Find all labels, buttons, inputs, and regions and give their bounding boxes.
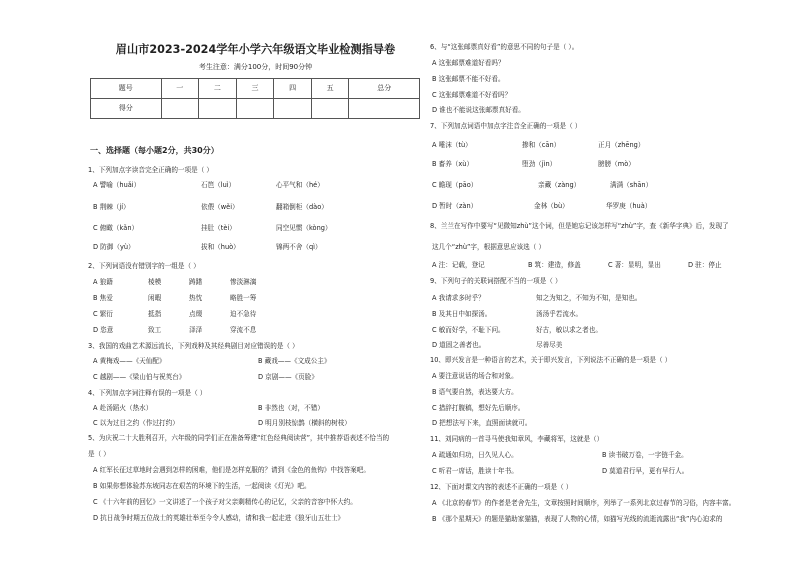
q4-option: B 非然也（对，不错）: [258, 404, 324, 412]
q2-option: 略胜一筹: [230, 294, 257, 302]
exam-notice: 考生注意：满分100分，时间90分钟: [198, 63, 313, 71]
q7-option: 华罗庚（huà）: [606, 202, 652, 210]
q11-option: D 莫道君行早，更有早行人。: [602, 467, 689, 475]
q1-option: A 譬喻（huǎi）: [93, 181, 141, 189]
score-table-score-row: [91, 99, 420, 119]
q7-option: 亲藏（zàng）: [538, 181, 581, 189]
q1-option: 依偎（wěi）: [201, 203, 239, 211]
q5-option: D 抗日战争时期五位战士的英雄壮举至今令人感动，请和我一起走进《狼牙山五壮士》: [93, 514, 345, 522]
q2-option: 热忱: [189, 294, 203, 302]
q2-option: 踌躇: [189, 278, 203, 286]
q9-option: C 敏而好学，不耻下问。: [432, 326, 505, 334]
q7-option: B 畜养（xù）: [432, 160, 474, 168]
q8-option: D 驻：停止: [688, 261, 722, 269]
q10-option: A 要注意说话的场合和对象。: [432, 372, 518, 380]
question-11-stem: 11、刘同病的一首寻马使我知章风，李藏将军，这就是（）: [430, 435, 604, 443]
q7-option: C 瞻现（pāo）: [432, 181, 478, 189]
score-header-cell: 题号: [91, 79, 162, 99]
q8-option: B 筑：建造，修盖: [528, 261, 581, 269]
q2-option: 泽泽: [189, 326, 203, 334]
q1-option: 心平气和（hé）: [276, 181, 324, 189]
right-column: [430, 0, 765, 562]
question-3-stem: 3、我国的戏曲艺术源远流长，下列戏种及其经典剧目对应错误的是（ ）: [88, 342, 299, 350]
q2-option: 点缀: [189, 310, 203, 318]
score-table: [90, 78, 420, 119]
question-10-stem: 10、即兴发言是一种语言的艺术，关于即兴发言，下列说法不正确的是一项是（ ）: [430, 356, 672, 364]
score-cell[interactable]: [274, 99, 312, 119]
score-header-cell: 五: [311, 79, 349, 99]
q4-option: A 赴汤蹈火（热水）: [93, 404, 153, 412]
q2-option: 致工: [148, 326, 162, 334]
q6-option: C 这张邮票难道不好看吗？: [432, 91, 512, 99]
left-column: [88, 0, 423, 562]
q3-option: B 藏戏——《文成公主》: [258, 357, 331, 365]
score-row-label: 得分: [91, 99, 162, 119]
q4-option: D 明月别枝惊鹊（横斜的树枝）: [258, 419, 351, 427]
q9-option: B 及其日中如探汤。: [432, 310, 492, 318]
question-4-stem: 4、下列加点字词注释有误的一项是（ ）: [88, 389, 207, 397]
q4-option: C 以为过目之约（作过打约）: [93, 419, 179, 427]
q5-option: A 红军长征过草地时会遇到怎样的困难，他们是怎样克服的？请到《金色的鱼钩》中找答案吧。: [93, 466, 370, 474]
q2-option: 棱模: [148, 278, 162, 286]
q9-option: 好古，敏以求之者也。: [536, 326, 602, 334]
q9-option: 知之为知之，不知为不知，是知也。: [536, 294, 642, 302]
score-header-cell: 总分: [349, 79, 420, 99]
score-header-cell: 三: [236, 79, 274, 99]
q1-option: 翻箱倒柜（dào）: [276, 203, 328, 211]
q2-option: 闲暇: [148, 294, 162, 302]
q6-option: B 这张邮票不能不好看。: [432, 75, 505, 83]
question-8-stem: 8、兰兰在写作中要写“见微知zhù”这个词，但是她忘记该怎样写“zhù”字，查《新华字典》后，发现了: [430, 222, 729, 230]
score-cell[interactable]: [236, 99, 274, 119]
q7-option: 正月（zhēng）: [598, 141, 645, 149]
score-cell[interactable]: [311, 99, 349, 119]
q2-option: 抵指: [148, 310, 162, 318]
q7-option: 掺和（cān）: [522, 141, 561, 149]
q7-option: 堕劲（jìn）: [522, 160, 557, 168]
question-2-stem: 2、下列词语没有错别字的一组是（ ）: [88, 262, 200, 270]
q12-option: B 《那个星期天》的题是猫助家猫猫，表现了人物的心情，如猫写光线的流逝流露出“我”内心迫求的: [432, 515, 723, 523]
q7-option: 满满（shān）: [610, 181, 653, 189]
q9-option: A 我请求多时乎？: [432, 294, 485, 302]
q12-option: A 《北京的春节》的作者是老舍先生，文章按照时间顺序，列举了一系列北京过春节的习俗，内容丰富。: [432, 499, 736, 507]
q3-option: D 京剧——《页脸》: [258, 373, 318, 381]
q1-option: B 荆棘（jí）: [93, 203, 130, 211]
q2-option: B 焦爱: [93, 294, 113, 302]
q9-option: D 道固之善者也。: [432, 341, 486, 349]
question-12-stem: 12、下面对课文内容的表述不正确的一项是（ ）: [430, 483, 573, 491]
q7-option: A 唾沫（tù）: [432, 141, 472, 149]
score-table-header-row: [91, 79, 420, 99]
q1-option: C 俯瞰（kǎn）: [93, 224, 139, 232]
q11-option: A 疏通如归功，日久见人心。: [432, 451, 518, 459]
score-header-cell: 二: [199, 79, 237, 99]
q1-option: 挂肚（tèi）: [201, 224, 236, 232]
q1-option: 拔和（huò）: [201, 243, 240, 251]
question-5-stem-cont: 是（ ）: [88, 450, 110, 458]
q7-option: D 暂时（zàn）: [432, 202, 478, 210]
question-9-stem: 9、下列句子的关联词搭配不当的一项是（ ）: [430, 277, 562, 285]
q11-option: B 读书破万卷，一字链千金。: [602, 451, 688, 459]
q2-option: 迫不急待: [230, 310, 257, 318]
q1-option: 锦两不舍（qì）: [276, 243, 322, 251]
question-7-stem: 7、下列加点词语中加点字注音全正确的一项是（ ）: [430, 122, 582, 130]
score-header-cell: 一: [161, 79, 199, 99]
q9-option: 汤汤乎若流水。: [536, 310, 583, 318]
q1-option: D 防御（yù）: [93, 243, 135, 251]
q2-option: D 恣意: [93, 326, 114, 334]
q5-option: C 《十六年前的回忆》一文讲述了一个孩子对父亲剩精传心的记忆，父亲的音容中怀大约。: [93, 498, 357, 506]
q2-option: 惨淡淋漓: [230, 278, 257, 286]
q3-option: A 黄梅戏——《天仙配》: [93, 357, 166, 365]
q8-option: C 著：显明，显出: [608, 261, 661, 269]
q7-option: 膀膀（mò）: [598, 160, 635, 168]
q2-option: 穿流不息: [230, 326, 257, 334]
q2-option: C 繁衍: [93, 310, 113, 318]
q7-option: 金林（bù）: [534, 202, 569, 210]
score-cell[interactable]: [349, 99, 420, 119]
q6-option: D 谁也不能说这张邮票真好看。: [432, 106, 525, 114]
q8-option: A 注：记载，登记: [432, 261, 485, 269]
score-header-cell: 四: [274, 79, 312, 99]
question-8-stem-cont: 这几个“zhù”字，根据意思应该选（ ）: [432, 243, 546, 251]
q5-option: B 如果你想体验苏东坡同志在艰苦的环境下的生活，一起阅读《灯光》吧。: [93, 482, 311, 490]
q6-option: A 这张邮票难道好看吗？: [432, 59, 505, 67]
score-cell[interactable]: [199, 99, 237, 119]
question-6-stem: 6、与“这张邮票真好看”的意思不同的句子是（ ）。: [430, 43, 579, 51]
q2-option: A 狼籍: [93, 278, 113, 286]
q10-option: C 措辞打腹稿，想好先后顺序。: [432, 404, 525, 412]
question-1-stem: 1、下列加点字读音完全正确的一项是（ ）: [88, 166, 213, 174]
q10-option: B 语气要自然，表达要大方。: [432, 388, 518, 396]
section-heading: 一、选择题（每小题2分，共30分）: [90, 146, 219, 155]
q11-option: C 听君一席话，胜读十年书。: [432, 467, 518, 475]
q1-option: 石笆（luì）: [201, 181, 236, 189]
q3-option: C 越剧——《梁山伯与祝英台》: [93, 373, 186, 381]
score-cell[interactable]: [161, 99, 199, 119]
q9-option: 尽善尽美: [536, 341, 563, 349]
q1-option: 同空见惯（kòng）: [276, 224, 332, 232]
question-5-stem: 5、为庆祝二十大胜利召开，六年级的同学们正在准备筹建“红色经典阅读营”，其中推荐语表述不恰当的: [88, 434, 390, 442]
q10-option: D 把想法写下来，直照面读就可。: [432, 419, 532, 427]
exam-title: 眉山市2023-2024学年小学六年级语文毕业检测指导卷: [115, 43, 396, 56]
